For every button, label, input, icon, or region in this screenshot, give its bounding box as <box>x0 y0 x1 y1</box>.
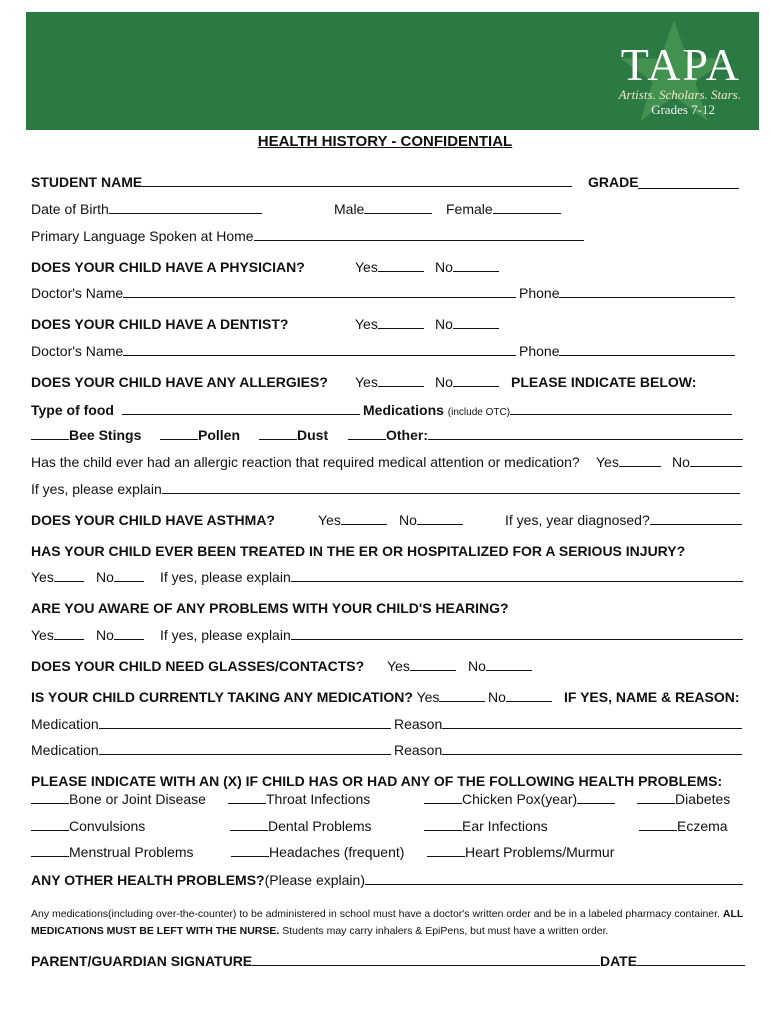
er-explain-label: If yes, please explain <box>160 569 291 585</box>
name-reason-label: IF YES, NAME & REASON: <box>564 689 740 705</box>
eczema-label: Eczema <box>677 818 728 834</box>
page-title: HEALTH HISTORY - CONFIDENTIAL <box>257 133 513 150</box>
glasses-yes-label: Yes <box>387 658 410 674</box>
hearing-no-field[interactable] <box>114 627 144 640</box>
language-row <box>31 228 746 244</box>
dentist-yes-field[interactable] <box>378 316 424 329</box>
date-label: DATE <box>600 953 638 969</box>
language-label: Primary Language Spoken at Home <box>31 228 254 244</box>
allergies-question: DOES YOUR CHILD HAVE ANY ALLERGIES? <box>31 374 328 390</box>
hearing-question: ARE YOU AWARE OF ANY PROBLEMS WITH YOUR CHILD'S HEARING? <box>31 600 509 616</box>
physician-yes-label: Yes <box>355 259 378 275</box>
physician-yes-field[interactable] <box>378 259 424 272</box>
dentist-name-label: Doctor's Name <box>31 343 124 359</box>
convulsions-label: Convulsions <box>69 818 146 834</box>
other-problems-row <box>31 872 746 888</box>
glasses-no-field[interactable] <box>486 658 532 671</box>
dentist-doctor-row <box>31 343 746 359</box>
medication-yes-field[interactable] <box>439 689 485 702</box>
reaction-explain-row <box>31 481 746 497</box>
allergies-no-label: No <box>435 374 453 390</box>
reaction-no-label: No <box>672 454 690 470</box>
physician-question: DOES YOUR CHILD HAVE A PHYSICIAN? <box>31 259 305 275</box>
glasses-row <box>31 658 746 674</box>
hearing-answer-row <box>31 627 746 643</box>
medication-yes-label: Yes <box>416 689 440 705</box>
medication-note <box>31 906 746 940</box>
ear-infections-label: Ear Infections <box>462 818 548 834</box>
signature-row <box>31 953 746 969</box>
female-field[interactable] <box>493 201 561 214</box>
throat-field[interactable] <box>228 791 266 804</box>
diabetes-label: Diabetes <box>675 791 731 807</box>
note-part-1: Any medications(including over-the-counter) to be administered in school must have a doctor's written order and be in a labeled pharmacy container. <box>31 908 720 920</box>
doctor-name-field[interactable] <box>123 285 516 298</box>
dentist-no-field[interactable] <box>453 316 499 329</box>
type-food-label: Type of food <box>31 402 114 418</box>
reason-1-label: Reason <box>394 716 443 732</box>
tapa-logo <box>618 39 741 117</box>
date-field[interactable] <box>637 953 745 966</box>
type-food-field[interactable] <box>122 402 360 415</box>
er-yes-field[interactable] <box>54 569 84 582</box>
medication-row <box>31 689 746 705</box>
physician-row <box>31 259 746 275</box>
male-field[interactable] <box>364 201 432 214</box>
asthma-question: DOES YOUR CHILD HAVE ASTHMA? <box>31 512 275 528</box>
er-question: HAS YOUR CHILD EVER BEEN TREATED IN THE ER OR HOSPITALIZED FOR A SERIOUS INJURY? <box>31 543 686 559</box>
physician-no-field[interactable] <box>453 259 499 272</box>
dentist-phone-field[interactable] <box>559 343 735 356</box>
female-label: Female <box>446 201 493 217</box>
doctor-row <box>31 285 746 301</box>
bee-stings-label: Bee Stings <box>69 427 142 443</box>
convulsions-field[interactable] <box>31 818 69 831</box>
medication-line-1 <box>31 716 746 732</box>
menstrual-label: Menstrual Problems <box>69 844 194 860</box>
reaction-explain-label: If yes, please explain <box>31 481 162 497</box>
reason-2-label: Reason <box>394 742 443 758</box>
doctor-phone-label: Phone <box>519 285 560 301</box>
language-field[interactable] <box>254 228 584 241</box>
other-allergy-check[interactable] <box>348 427 386 440</box>
other-problems-field[interactable] <box>365 872 743 885</box>
hearing-explain-label: If yes, please explain <box>160 627 291 643</box>
asthma-no-label: No <box>399 512 417 528</box>
reason-1-field[interactable] <box>442 716 742 729</box>
signature-field[interactable] <box>252 953 600 966</box>
dental-problems-label: Dental Problems <box>268 818 372 834</box>
headaches-label: Headaches (frequent) <box>269 844 405 860</box>
dentist-yes-label: Yes <box>355 316 378 332</box>
logo-main-text: TAPA <box>620 39 741 90</box>
asthma-yes-label: Yes <box>318 512 341 528</box>
logo-grades: Grades 7-12 <box>651 102 715 117</box>
asthma-no-field[interactable] <box>417 512 463 525</box>
student-name-label: STUDENT NAME <box>31 174 143 190</box>
reaction-row <box>31 454 746 470</box>
dentist-name-field[interactable] <box>123 343 516 356</box>
medication-2-field[interactable] <box>99 742 391 755</box>
medication-no-label: No <box>488 689 506 705</box>
student-name-field[interactable] <box>142 174 572 187</box>
physician-no-label: No <box>435 259 453 275</box>
hearing-explain-field[interactable] <box>291 627 743 640</box>
dental-problems-field[interactable] <box>230 818 268 831</box>
er-yes-label: Yes <box>31 569 54 585</box>
reaction-yes-field[interactable] <box>619 454 661 467</box>
er-explain-field[interactable] <box>291 569 743 582</box>
student-name-row <box>31 174 746 190</box>
bone-joint-label: Bone or Joint Disease <box>69 791 206 807</box>
note-bold: ALL MEDICATIONS MUST BE LEFT WITH THE NURSE. <box>31 908 744 937</box>
glasses-no-label: No <box>468 658 486 674</box>
other-allergy-field[interactable] <box>428 427 743 440</box>
asthma-yes-field[interactable] <box>341 512 387 525</box>
pollen-field[interactable] <box>160 427 198 440</box>
eczema-field[interactable] <box>639 818 677 831</box>
note-part-2: Students may carry inhalers & EpiPens, but must have a written order. <box>282 925 609 937</box>
reaction-question: Has the child ever had an allergic reaction that required medical attention or medication? <box>31 454 580 470</box>
medications-field[interactable] <box>510 402 732 415</box>
food-meds-row <box>31 402 746 418</box>
hearing-yes-label: Yes <box>31 627 54 643</box>
logo-tagline: Artists. Scholars. Stars. <box>618 87 741 102</box>
asthma-row <box>31 512 746 528</box>
allergies-yes-label: Yes <box>355 374 378 390</box>
medication-no-field[interactable] <box>506 689 552 702</box>
bee-stings-field[interactable] <box>31 427 69 440</box>
diabetes-field[interactable] <box>637 791 675 804</box>
signature-label: PARENT/GUARDIAN SIGNATURE <box>31 953 253 969</box>
throat-label: Throat Infections <box>266 791 371 807</box>
asthma-year-field[interactable] <box>650 512 742 525</box>
dentist-question: DOES YOUR CHILD HAVE A DENTIST? <box>31 316 289 332</box>
glasses-question: DOES YOUR CHILD NEED GLASSES/CONTACTS? <box>31 658 365 674</box>
menstrual-field[interactable] <box>31 844 69 857</box>
other-problems-explain-label: (Please explain) <box>264 872 365 888</box>
dentist-no-label: No <box>435 316 453 332</box>
other-allergy-label: Other: <box>386 427 428 443</box>
reason-2-field[interactable] <box>442 742 742 755</box>
medication-1-label: Medication <box>31 716 99 732</box>
heart-problems-field[interactable] <box>427 844 465 857</box>
er-no-field[interactable] <box>114 569 144 582</box>
asthma-year-label: If yes, year diagnosed? <box>505 512 650 528</box>
headaches-field[interactable] <box>231 844 269 857</box>
dust-field[interactable] <box>259 427 297 440</box>
chicken-pox-year-field[interactable] <box>577 791 615 804</box>
dentist-row <box>31 316 746 332</box>
medications-label: Medications <box>363 402 444 418</box>
ear-infections-field[interactable] <box>424 818 462 831</box>
medication-question: IS YOUR CHILD CURRENTLY TAKING ANY MEDICATION? <box>31 689 413 705</box>
chicken-pox-field[interactable] <box>424 791 462 804</box>
conditions-heading: PLEASE INDICATE WITH AN (X) IF CHILD HAS OR HAD ANY OF THE FOLLOWING HEALTH PROBLEMS: <box>31 773 723 789</box>
allergies-row <box>31 374 746 390</box>
male-label: Male <box>334 201 365 217</box>
chicken-pox-label: Chicken Pox(year) <box>462 791 578 807</box>
medication-2-label: Medication <box>31 742 99 758</box>
allergies-yes-field[interactable] <box>378 374 424 387</box>
medication-1-field[interactable] <box>99 716 391 729</box>
grade-label: GRADE <box>588 174 639 190</box>
bone-joint-field[interactable] <box>31 791 69 804</box>
glasses-yes-field[interactable] <box>410 658 456 671</box>
please-indicate-label: PLEASE INDICATE BELOW: <box>511 374 697 390</box>
heart-problems-label: Heart Problems/Murmur <box>465 844 615 860</box>
reaction-explain-field[interactable] <box>162 481 740 494</box>
dob-row <box>31 201 746 217</box>
reaction-no-field[interactable] <box>690 454 742 467</box>
include-otc-label: (include OTC) <box>447 407 511 418</box>
header-banner <box>26 12 759 130</box>
er-no-label: No <box>96 569 114 585</box>
hearing-yes-field[interactable] <box>54 627 84 640</box>
dentist-phone-label: Phone <box>519 343 560 359</box>
dust-label: Dust <box>297 427 329 443</box>
pollen-label: Pollen <box>198 427 241 443</box>
medication-line-2 <box>31 742 746 758</box>
reaction-yes-label: Yes <box>596 454 619 470</box>
hearing-no-label: No <box>96 627 114 643</box>
er-answer-row <box>31 569 746 585</box>
dob-field[interactable] <box>109 201 262 214</box>
dob-label: Date of Birth <box>31 201 109 217</box>
other-problems-question: ANY OTHER HEALTH PROBLEMS? <box>31 872 265 888</box>
doctor-name-label: Doctor's Name <box>31 285 124 301</box>
grade-field[interactable] <box>638 176 739 189</box>
allergies-no-field[interactable] <box>453 374 499 387</box>
doctor-phone-field[interactable] <box>559 285 735 298</box>
